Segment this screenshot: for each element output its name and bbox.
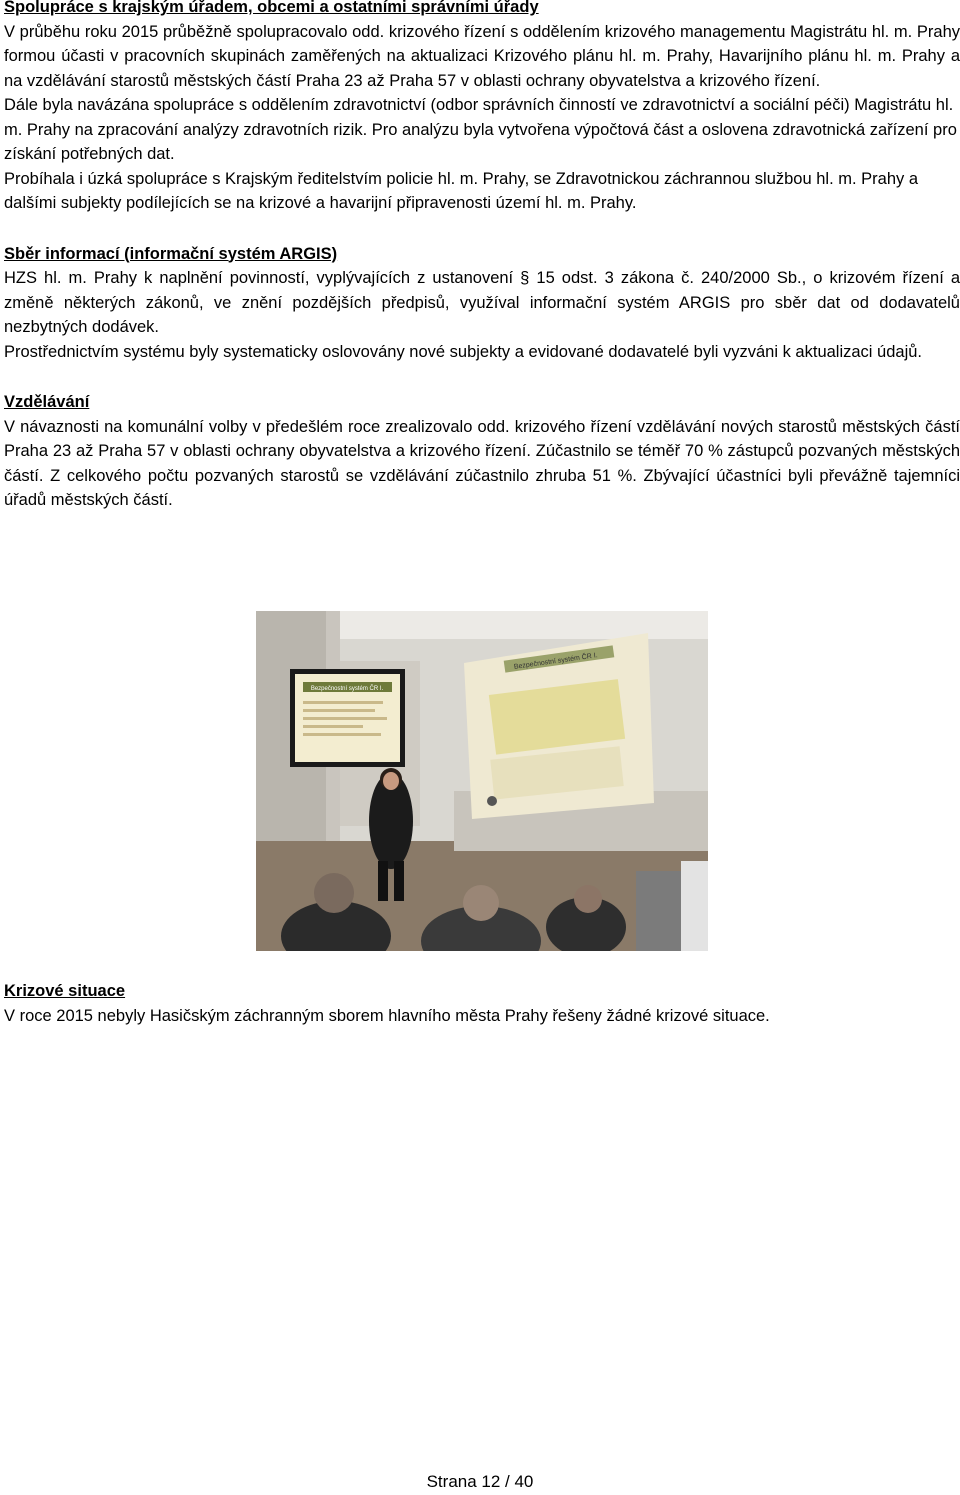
section-krizove-situace bbox=[4, 979, 960, 1028]
training-photo bbox=[256, 611, 708, 951]
page-number: Strana 12 / 40 bbox=[426, 1472, 534, 1491]
paragraph: V návaznosti na komunální volby v předešlém roce zrealizovalo odd. krizového řízení vzdělávání nových starostů městských částí Praha 23 až Praha 57 v oblasti ochrany obyvatelstva a krizového řízení. Zúčastnilo se téměř 70 % zástupců pozvaných městských částí. Z celkového počtu pozvaných starostů se vzdělávání zúčastnilo zhruba 51 %. Zbývající účastníci byli převážně tajemníci úřadů městských částí. bbox=[4, 417, 960, 509]
section-heading-vzdelavani: Vzdělávání bbox=[4, 393, 90, 411]
slide-right-title: Bezpečnostní systém ČR I. bbox=[513, 652, 599, 671]
paragraph: Probíhala i úzká spolupráce s Krajským ředitelstvím policie hl. m. Prahy, se Zdravotnickou záchrannou službou hl. m. Prahy a dalšími subjekty podílejících se na krizové a havarijní připravenosti území hl. m. Prahy. bbox=[4, 169, 919, 212]
paragraph: Prostřednictvím systému byly systematicky oslovovány nové subjekty a evidované dodavatelé byli vyzváni k aktualizaci údajů. bbox=[4, 342, 923, 361]
section-heading-krizove-situace: Krizové situace bbox=[4, 982, 126, 1000]
slide-left-title: Bezpečnostní systém ČR I. bbox=[310, 686, 384, 692]
document-page bbox=[4, 0, 960, 513]
paragraph: V průběhu roku 2015 průběžně spolupracovalo odd. krizového řízení s oddělením krizového managementu Magistrátu hl. m. Prahy formou účasti v pracovních skupinách zaměřených na aktualizaci Krizového plánu hl. m. Prahy, Havarijního plánu hl. m. Prahy a na vzdělávání starostů městských částí Praha 23 až Praha 57 v oblasti ochrany obyvatelstva a krizového řízení. bbox=[4, 22, 960, 90]
paragraph: Dále byla navázána spolupráce s oddělením zdravotnictví (odbor správních činností ve zdravotnictví a sociální péči) Magistrátu hl. m. Prahy na zpracování analýzy zdravotních rizik. Pro analýzu byla vytvořena výpočtová část a oslovena zdravotnická zařízení pro získání potřebných dat. bbox=[4, 96, 957, 163]
section-heading-argis: Sběr informací (informační systém ARGIS) bbox=[4, 244, 338, 263]
section-heading-spoluprace: Spolupráce s krajským úřadem, obcemi a ostatními správními úřady bbox=[4, 0, 539, 16]
paragraph: V roce 2015 nebyly Hasičským záchranným sborem hlavního města Prahy řešeny žádné krizové situace. bbox=[4, 1006, 770, 1025]
paragraph: HZS hl. m. Prahy k naplnění povinností, vyplývajících z ustanovení § 15 odst. 3 zákona č. 240/2000 Sb., o krizovém řízení a změně některých zákonů, ve znění pozdějších předpisů, využíval informační systém ARGIS pro sběr dat od dodavatelů nezbytných dodávek. bbox=[4, 269, 960, 336]
